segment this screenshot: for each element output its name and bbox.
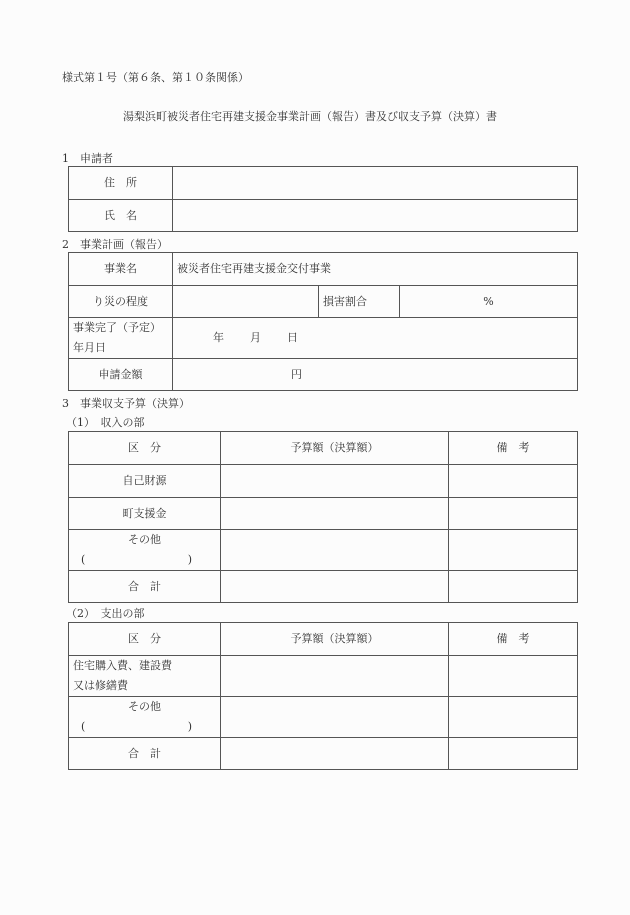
expense-total-amount[interactable] — [221, 738, 449, 770]
expense-housing-line2: 又は修繕費 — [73, 679, 128, 692]
completion-date-label — [69, 318, 173, 359]
name-field[interactable] — [173, 200, 578, 232]
business-name-value: 被災者住宅再建支援金交付事業 — [173, 253, 578, 286]
expense-header-notes: 備 考 — [449, 623, 578, 656]
income-table — [68, 431, 578, 603]
expense-heading: （2） 支出の部 — [66, 607, 145, 620]
expense-housing-line1: 住宅購入費、建設費 — [73, 659, 172, 672]
section1-heading: 1 申請者 — [62, 152, 113, 165]
day-unit: 日 — [287, 331, 298, 344]
table-row — [69, 498, 578, 530]
income-amount-field[interactable] — [221, 498, 449, 530]
table-row — [69, 465, 578, 498]
expense-other-label: その他 — [128, 700, 161, 713]
address-field[interactable] — [173, 167, 578, 200]
table-row — [69, 656, 578, 697]
completion-date-field[interactable] — [173, 318, 578, 359]
section3-heading: 3 事業収支予算（決算） — [62, 397, 190, 410]
expense-header-amount: 予算額（決算額） — [221, 623, 449, 656]
expense-other-spec[interactable] — [69, 717, 220, 737]
expense-header-category: 区 分 — [69, 623, 221, 656]
income-category: 町支援金 — [69, 498, 221, 530]
expense-category-housing — [69, 656, 221, 697]
address-label: 住 所 — [69, 167, 173, 200]
document-title: 湯梨浜町被災者住宅再建支援金事業計画（報告）書及び収支予算（決算）書 — [123, 110, 497, 123]
income-header-notes: 備 考 — [449, 432, 578, 465]
completion-label-line2: 年月日 — [73, 341, 106, 354]
paren-close: ) — [187, 553, 192, 566]
income-header-category: 区 分 — [69, 432, 221, 465]
income-total-label: 合 計 — [69, 571, 221, 603]
income-category: 自己財源 — [69, 465, 221, 498]
completion-label-line1: 事業完了（予定） — [73, 321, 161, 334]
income-header-amount: 予算額（決算額） — [221, 432, 449, 465]
expense-total-label: 合 計 — [69, 738, 221, 770]
business-name-label: 事業名 — [69, 253, 173, 286]
business-plan-table — [68, 252, 578, 391]
expense-amount-field[interactable] — [221, 697, 449, 738]
expense-category-other — [69, 697, 221, 738]
income-notes-field[interactable] — [449, 498, 578, 530]
income-notes-field[interactable] — [449, 530, 578, 571]
form-number: 様式第１号（第６条、第１０条関係） — [62, 71, 249, 84]
paren-open: ( — [81, 720, 86, 733]
income-heading: （1） 収入の部 — [66, 416, 145, 429]
income-amount-field[interactable] — [221, 465, 449, 498]
damage-level-field[interactable] — [173, 286, 319, 318]
expense-notes-field[interactable] — [449, 697, 578, 738]
table-row — [69, 571, 578, 603]
section2-heading: 2 事業計画（報告） — [62, 238, 168, 251]
applicant-table — [68, 166, 578, 232]
income-notes-field[interactable] — [449, 465, 578, 498]
damage-ratio-label: 損害割合 — [319, 286, 400, 318]
amount-field[interactable] — [173, 359, 578, 391]
table-row — [69, 697, 578, 738]
paren-close: ) — [187, 720, 192, 733]
year-unit: 年 — [213, 331, 224, 344]
name-label: 氏 名 — [69, 200, 173, 232]
percent-unit: % — [483, 294, 494, 308]
month-unit: 月 — [250, 331, 261, 344]
expense-table — [68, 622, 578, 770]
table-row — [69, 530, 578, 571]
income-total-notes[interactable] — [449, 571, 578, 603]
income-other-label: その他 — [128, 533, 161, 546]
damage-level-label: り災の程度 — [69, 286, 173, 318]
income-amount-field[interactable] — [221, 530, 449, 571]
yen-unit: 円 — [291, 367, 302, 381]
damage-ratio-field[interactable] — [400, 286, 578, 318]
income-other-spec[interactable] — [69, 550, 220, 570]
expense-total-notes[interactable] — [449, 738, 578, 770]
expense-notes-field[interactable] — [449, 656, 578, 697]
amount-label: 申請金額 — [69, 359, 173, 391]
paren-open: ( — [81, 553, 86, 566]
income-total-amount[interactable] — [221, 571, 449, 603]
income-category-other — [69, 530, 221, 571]
table-row — [69, 738, 578, 770]
expense-amount-field[interactable] — [221, 656, 449, 697]
